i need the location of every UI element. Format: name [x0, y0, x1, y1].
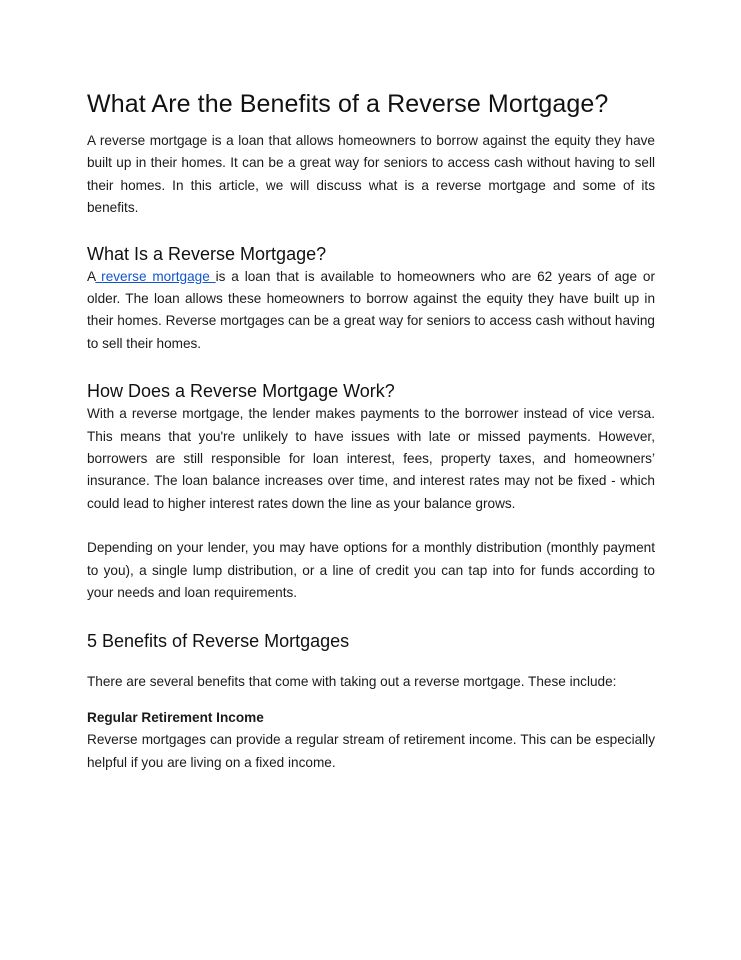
- page-title: What Are the Benefits of a Reverse Mortgage?: [87, 90, 609, 118]
- how-it-works-paragraph-2: Depending on your lender, you may have options for a monthly distribution (monthly payment to you), a single lump distribution, or a line of credit you can tap into for funds according to your needs and loan requirements.: [87, 540, 655, 601]
- section-heading-benefits: 5 Benefits of Reverse Mortgages: [87, 630, 350, 651]
- what-is-paragraph: [87, 266, 655, 356]
- what-is-lead: A: [87, 268, 96, 284]
- benefits-intro-paragraph: There are several benefits that come with taking out a reverse mortgage. These include:: [87, 673, 617, 689]
- section-heading-how-it-works: How Does a Reverse Mortgage Work?: [87, 381, 395, 402]
- reverse-mortgage-link[interactable]: reverse mortgage: [95, 268, 216, 284]
- how-it-works-paragraph-1: With a reverse mortgage, the lender makes payments to the borrower instead of vice versa. This means that you're unlikely to have issues with late or missed payments. However, borrowers are still responsible for loan interest, fees, property taxes, and homeowners’ insurance. The loan balance increases over time, and interest rates may not be fixed - which could lead to higher interest rates down the line as your balance grows.: [87, 406, 655, 511]
- benefit-title: Regular Retirement Income: [87, 709, 264, 725]
- section-heading-what-is: What Is a Reverse Mortgage?: [87, 243, 327, 264]
- what-is-rest: is a loan that is available to homeowners who are 62 years of age or older. The loan allows these homeowners to borrow against the equity they have built up in their homes. Reverse mortgages can be a great way for seniors to access cash without having to sell their homes.: [87, 268, 655, 351]
- document-page: [87, 88, 655, 774]
- intro-paragraph: A reverse mortgage is a loan that allows homeowners to borrow against the equity they have built up in their homes. It can be a great way for seniors to access cash without having to sell their homes. In this article, we will discuss what is a reverse mortgage and some of its benefits.: [87, 133, 655, 216]
- benefit-body: Reverse mortgages can provide a regular stream of retirement income. This can be especially helpful if you are living on a fixed income.: [87, 732, 655, 770]
